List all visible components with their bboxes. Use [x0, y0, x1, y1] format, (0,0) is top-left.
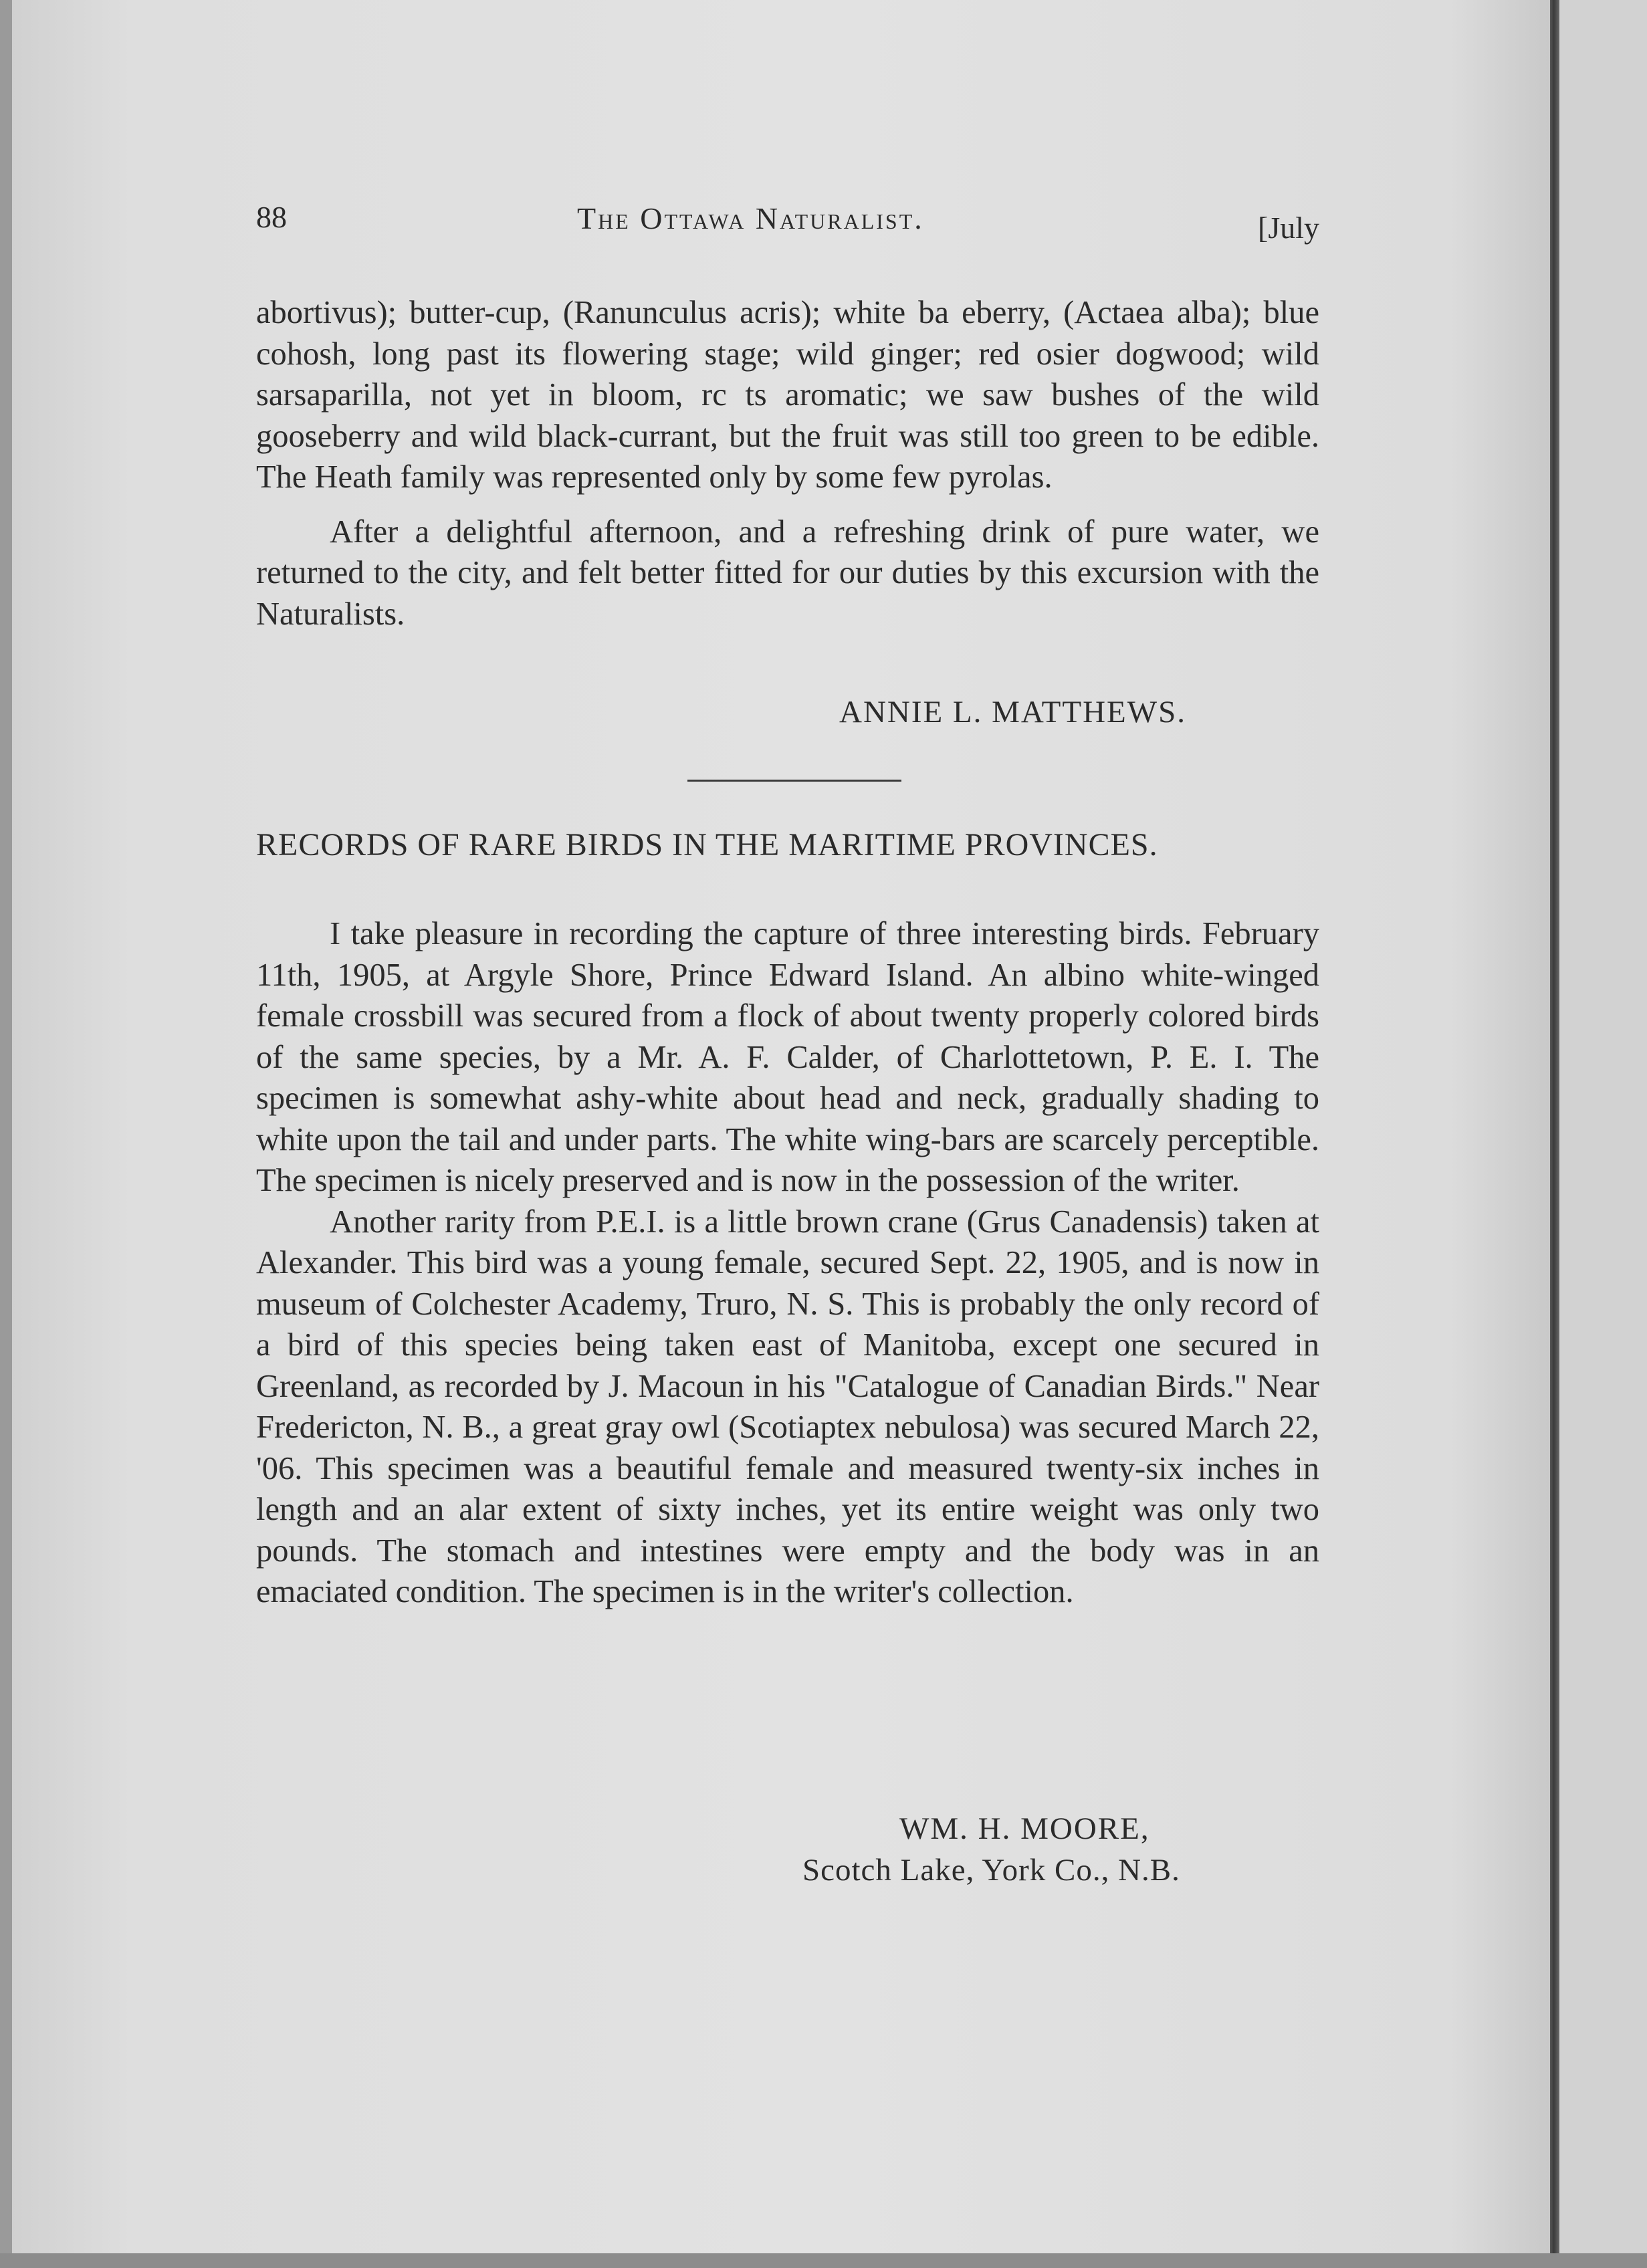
author-signature-matthews: ANNIE L. MATTHEWS. [839, 695, 1186, 729]
author-signature-moore: WM. H. MOORE, [899, 1811, 1150, 1846]
closing-paragraph: After a delightful afternoon, and a refreshing drink of pure water, we returned to the city, and felt better fitted for our duties by this excursion with the Naturalists. [256, 514, 1319, 632]
book-spine-shadow [1550, 0, 1559, 2268]
page-left-edge [0, 0, 12, 2268]
rare-birds-article-text [256, 913, 1319, 1613]
article-heading: RECORDS OF RARE BIRDS IN THE MARITIME PROVINCES. [256, 827, 1158, 863]
journal-title: The Ottawa Naturalist. [577, 201, 924, 235]
continued-article-text [256, 292, 1319, 635]
running-header [256, 194, 1319, 247]
article-paragraph: Another rarity from P.E.I. is a little brown crane (Grus Canadensis) taken at Alexander. This bird was a young female, secured Sept. 22, 1905, and is now in museum of Colchester Academy, Truro, N. S. This is probably the only record of a bird of this species being taken east of Manitoba, except one secured in Greenland, as recorded by J. Macoun in his "Catalogue of Canadian Birds." Near Fredericton, N. B., a great gray owl (Scotiaptex nebulosa) was secured March 22, '06. This specimen was a beautiful female and measured twenty-six inches in length and an alar extent of sixty inches, yet its entire weight was only two pounds. The stomach and intestines were empty and the body was in an emaciated condition. The specimen is in the writer's collection. [256, 1204, 1319, 1609]
author-address: Scotch Lake, York Co., N.B. [802, 1853, 1180, 1888]
article-paragraph: I take pleasure in recording the capture of three interesting birds. February 11th, 1905, at Argyle Shore, Prince Edward Island. An albino white-winged female crossbill was secured from a flock of about twenty properly colored birds of the same species, by a Mr. A. F. Calder, of Charlottetown, P. E. I. The specimen is somewhat ashy-white about head and neck, gradually shading to white upon the tail and under parts. The white wing-bars are scarcely perceptible. The specimen is nicely preserved and is now in the possession of the writer. [256, 916, 1319, 1198]
continued-paragraph: abortivus); butter-cup, (Ranunculus acris); white ba eberry, (Actaea alba); blue cohosh, long past its flowering stage; wild ginger; red osier dogwood; wild sarsaparilla, not yet in bloom, rc ts aromatic; we saw bushes of the wild gooseberry and wild black-currant, but the fruit was still too green to be edible. The Heath family was represented only by some few pyrolas. [256, 295, 1319, 495]
page-number: 88 [256, 200, 287, 234]
page-bottom-edge [0, 2253, 1647, 2268]
section-divider [687, 780, 901, 782]
issue-month: [July [1258, 211, 1319, 245]
page-right-margin [1559, 0, 1647, 2268]
